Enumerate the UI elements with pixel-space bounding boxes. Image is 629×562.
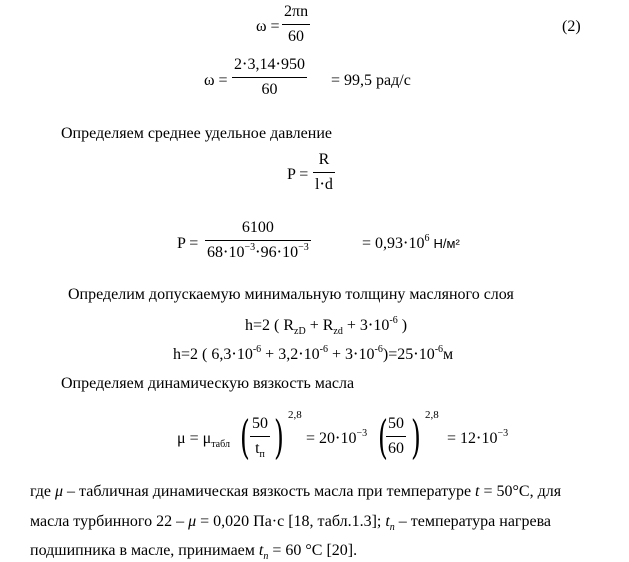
right-paren: ) bbox=[411, 410, 421, 464]
left-paren: ( bbox=[378, 410, 388, 464]
eq3-lhs: P = bbox=[287, 166, 309, 183]
eq7-denominator-1: $t_п$ bbox=[255, 440, 265, 460]
fraction-bar bbox=[386, 436, 406, 437]
paragraph-line-3: подшипника в масле, принимаем $t_п = 60$ °С [20]. bbox=[30, 542, 358, 562]
equation-number: (2) bbox=[562, 18, 581, 35]
eq2-numerator: 2⋅3,14⋅950 bbox=[234, 56, 305, 73]
eq3-denominator: l⋅d bbox=[315, 176, 333, 193]
fraction-bar bbox=[232, 77, 307, 78]
text-dynamic-viscosity: Определяем динамическую вязкость масла bbox=[61, 375, 355, 392]
equation-thickness-value: h=2 ( $6,3\cdot 10^{-6} + 3,2\cdot 10^{-6} + 3\cdot 10^{-6})=25\cdot 10^{-6}м$ bbox=[173, 344, 454, 363]
eq7-rhs: = $12\cdot 10^{-3}$ bbox=[447, 428, 509, 447]
eq7-fraction-2 bbox=[386, 416, 406, 457]
eq3-fraction bbox=[313, 152, 335, 193]
eq2-fraction bbox=[232, 57, 307, 98]
eq1-fraction bbox=[282, 4, 310, 45]
eq4-fraction bbox=[205, 220, 311, 261]
left-paren: ( bbox=[240, 410, 250, 464]
eq3-numerator: R bbox=[318, 151, 330, 168]
fraction-bar bbox=[250, 436, 270, 437]
eq4-lhs: P = bbox=[177, 235, 199, 252]
eq7-exponent-2: 2,8 bbox=[425, 409, 439, 421]
text-average-pressure: Определяем среднее удельное давление bbox=[61, 125, 332, 142]
eq1-denominator: 60 bbox=[288, 28, 305, 45]
eq7-numerator-2: 50 bbox=[388, 415, 404, 432]
eq4-numerator: 6100 bbox=[241, 219, 274, 236]
eq7-lhs: $\mu = \mu_{табл}$ bbox=[177, 430, 230, 450]
eq2-denominator: 60 bbox=[261, 81, 278, 98]
fraction-bar bbox=[313, 172, 335, 173]
paragraph-line-2: масла турбинного 22 – μ = 0,020 Па·с [18, табл.1.3]; $t_п$ – температура нагрева bbox=[30, 513, 552, 533]
fraction-bar bbox=[282, 24, 310, 25]
eq7-exponent-1: 2,8 bbox=[288, 409, 302, 421]
eq4-rhs: = $0,93\cdot 10^6$ Н/м² bbox=[362, 233, 460, 252]
eq4-denominator: $68\cdot 10^{-3}\cdot 96\cdot 10^{-3}$ bbox=[207, 242, 309, 261]
eq7-denominator-2: 60 bbox=[388, 440, 404, 457]
eq7-numerator-1: 50 bbox=[252, 415, 268, 432]
equation-thickness-formula: h=2 ( $R_{zD} + R_{zd} + 3\cdot 10^{-6}$ ) bbox=[245, 315, 408, 337]
eq2-lhs: ω = bbox=[204, 72, 228, 89]
text-min-oil-thickness: Определим допускаемую минимальную толщину масляного слоя bbox=[68, 286, 514, 303]
eq1-lhs: ω = bbox=[256, 18, 280, 35]
paragraph-line-1: где μ – табличная динамическая вязкость масла при температуре t = 50°С, для bbox=[30, 483, 562, 500]
eq2-rhs: = 99,5 рад/с bbox=[331, 72, 411, 89]
fraction-bar bbox=[205, 240, 311, 241]
eq1-numerator: 2πn bbox=[284, 3, 309, 20]
right-paren: ) bbox=[274, 410, 284, 464]
eq7-fraction-1 bbox=[250, 415, 270, 460]
eq7-mid: = $20\cdot 10^{-3}$ bbox=[306, 428, 368, 447]
